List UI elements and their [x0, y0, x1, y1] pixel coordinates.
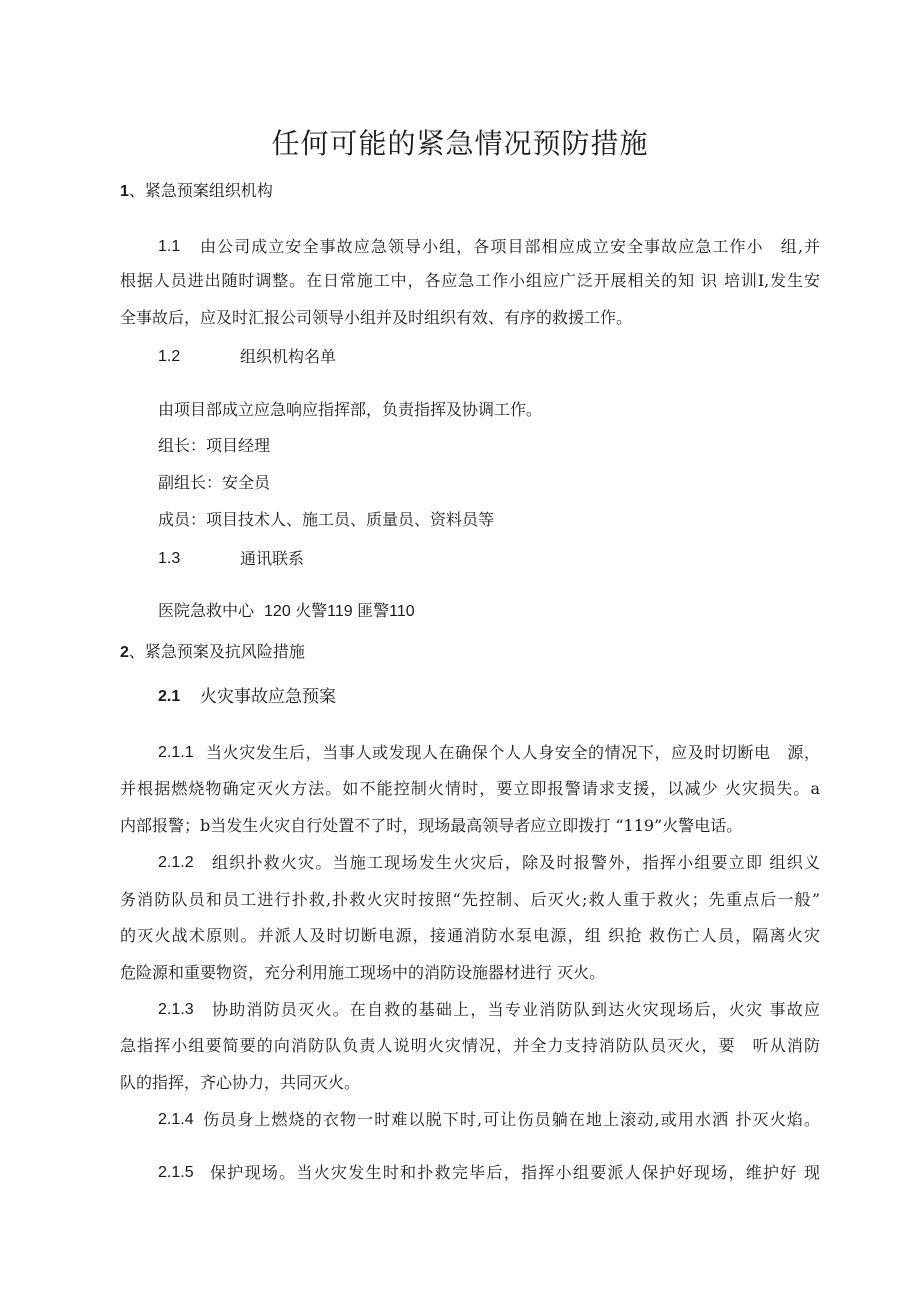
section-title: 、紧急预案组织机构 [128, 181, 273, 200]
paragraph-line: 全事故后，应及时汇报公司领导小组并及时组织有效、有序的救援工作。 [120, 308, 633, 327]
clause-number: 2.1.5 [158, 1164, 194, 1181]
emergency-numbers [158, 600, 415, 623]
paragraph-line: 当火灾发生后，当事人或发现人在确保个人人身安全的情况下，应及时切断电 源， [206, 743, 820, 762]
section-number: 1 [120, 183, 129, 200]
paragraph-line: 由公司成立安全事故应急领导小组，各项目部相应成立安全事故应急工作小 组,并 [200, 237, 820, 256]
clause-number: 2.1.3 [158, 1001, 194, 1018]
paragraph-line: 协助消防员灭火。在自救的基础上，当专业消防队到达火灾现场后，火灾 事故应 [212, 1000, 820, 1019]
clause-number: 2.1.1 [158, 744, 194, 761]
paragraph-line: 务消防队员和员工进行扑救,扑救火灾时按照“先控制、后灭火;救人重于救火；先重点后一般” [120, 890, 820, 909]
clause-heading: 组织机构名单 [240, 347, 337, 366]
clause-number: 2.1 [158, 688, 181, 705]
paragraph-line: 成员：项目技术人、施工员、质量员、资料员等 [158, 510, 495, 529]
section-title: 、紧急预案及抗风险措施 [128, 642, 305, 661]
clause-heading: 火灾事故应急预案 [200, 687, 336, 707]
page-title: 任何可能的紧急情况预防措施 [271, 127, 649, 160]
clause-number: 1.3 [158, 550, 181, 567]
phone-numbers: 120 火警119 匪警110 [264, 603, 415, 620]
paragraph-line: 副组长：安全员 [158, 473, 271, 492]
section-number: 2 [120, 644, 129, 661]
clause-number: 1.2 [158, 348, 181, 365]
paragraph-line: 急指挥小组要简要的向消防队负责人说明火灾情况，并全力支持消防队员灭火，要 听从消防 [120, 1036, 820, 1055]
paragraph-line: 组长：项目经理 [158, 436, 271, 455]
paragraph-line: 伤员身上燃烧的衣物一时难以脱下时,可让伤员躺在地上滚动,或用水洒 扑灭火焰。 [203, 1110, 820, 1129]
hospital-label: 医院急救中心 [158, 601, 255, 620]
clause-number: 2.1.4 [158, 1111, 194, 1128]
clause-number: 1.1 [158, 238, 181, 255]
paragraph-line: 组织扑救火灾。当施工现场发生火灾后，除及时报警外，指挥小组要立即 组织义 [212, 853, 820, 872]
paragraph-line: 的灭火战术原则。并派人及时切断电源，接通消防水泵电源，组 织抢 救伤亡人员，隔离火灾 [120, 926, 820, 945]
paragraph-line: 根据人员进出随时调整。在日常施工中，各应急工作小组应广泛开展相关的知 识 培训I,发生安 [120, 271, 820, 290]
clause-number: 2.1.2 [158, 854, 194, 871]
paragraph-line: 由项目部成立应急响应指挥部，负责指挥及协调工作。 [158, 400, 543, 419]
clause-heading: 通讯联系 [240, 549, 305, 568]
paragraph-line: 危险源和重要物资，充分利用施工现场中的消防设施器材进行 灭火。 [120, 963, 606, 982]
paragraph-line: 队的指挥，齐心协力，共同灭火。 [120, 1073, 361, 1092]
paragraph-line: 保护现场。当火灾发生时和扑救完毕后，指挥小组要派人保护好现场，维护好 现 [210, 1163, 820, 1182]
section-1-heading [120, 180, 273, 203]
paragraph-line: 内部报警；b当发生火灾自行处置不了时，现场最高领导者应立即拨打 “119”火警电话。 [120, 816, 743, 835]
section-2-heading [120, 641, 305, 664]
paragraph-line: 并根据燃烧物确定灭火方法。如不能控制火情时，要立即报警请求支援，以减少 火灾损失。a [120, 779, 820, 798]
